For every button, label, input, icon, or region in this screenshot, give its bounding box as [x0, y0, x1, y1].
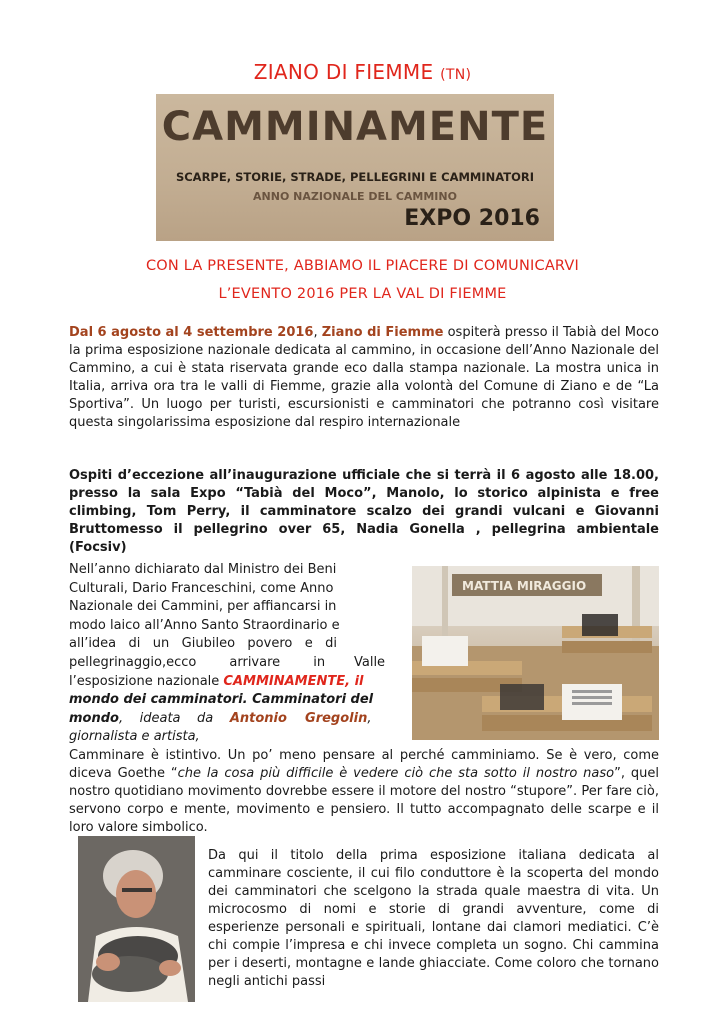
event-dates: Dal 6 agosto al 4 settembre 2016	[69, 325, 314, 340]
svg-text:MATTIA MIRAGGIO: MATTIA MIRAGGIO	[462, 579, 587, 593]
man-with-shoes-photo	[78, 836, 195, 1002]
banner-anno: ANNO NAZIONALE DEL CAMMINO	[253, 190, 457, 203]
exhibition-description-paragraph: Da qui il titolo della prima esposizione italiana dedicata al camminare cosciente, il cui filo conduttore è la scoperta del mondo dei camminatori che scelgono la strada quale maestra di vita. Un microcosmo di nomi e storie di grandi avventure, come di esperienze personali e spirituali, lontane dai clamori mediatici. C’è chi compie l’impresa e chi invece completa un sogno. Chi cammina per i deserti, montagne e lande ghiacciate. Come coloro che tornano negli antichi passi	[208, 848, 659, 989]
heading-line-2: L’EVENTO 2016 PER LA VAL DI FIEMME	[218, 286, 507, 302]
camminamente-paragraph: Nell’anno dichiarato dal Ministro dei Beni Culturali, Dario Franceschini, come Anno Nazionale dei Cammini, per affiancarsi in modo laico all’Anno Santo Straordinario e all’idea di un Giubileo povero e di pellegrinaggio,ecco arrivare in Valle l’esposizione nazionale CAMMINAMENTE, il mondo dei camminatori. Camminatori del mondo, ideata da Antonio Gregolin, giornalista e artista,	[69, 562, 386, 745]
banner-subtitle: SCARPE, STORIE, STRADE, PELLEGRINI E CAMMINATORI	[175, 170, 535, 184]
author-name: Antonio Gregolin	[229, 710, 368, 726]
intro-paragraph: Dal 6 agosto al 4 settembre 2016, Ziano di Fiemme ospiterà presso il Tabià del Moco la prima esposizione nazionale dedicata al cammino, in occasione dell’Anno Nazionale del Cammino, a cui è stata riservata grande eco dalla stampa nazionale. La mostra unica in Italia, arriva ora tra le valli di Fiemme, grazie alla volontà del Comune di Ziano e de “La Sportiva”. Un luogo per turisti, escursionisti e camminatori che potranno così visitare questa singolarissima esposizione dal respiro internazionale	[69, 325, 660, 430]
guests-paragraph: Ospiti d’eccezione all’inaugurazione ufficiale che si terrà il 6 agosto alle 18.00, presso la sala Expo “Tabià del Moco”, Manolo, lo storico alpinista e free climbing, Tom Perry, il camminatore scalzo dei grandi vulcani e Giovanni Bruttomesso il pellegrino over 65, Nadia Gonella , pellegrina ambientale (Focsiv)	[69, 468, 659, 555]
heading-line-1: CON LA PRESENTE, ABBIAMO IL PIACERE DI COMUNICARVI	[145, 258, 580, 274]
event-place: Ziano di Fiemme	[321, 325, 444, 340]
goethe-paragraph: Camminare è istintivo. Un po’ meno pensare al perché camminiamo. Se è vero, come diceva Goethe “che la cosa più difficile è vedere ciò che sta sotto il nostro naso”, quel nostro quotidiano movimento dovrebbe essere il motore del nostro “stupore”. Per fare ciò, servono corpo e mente, movimento e pensiero. Il tutto accompagnato delle scarpe e il loro valore simbolico.	[69, 748, 659, 835]
goethe-quote: che la cosa più difficile è vedere ciò che sta sotto il nostro naso	[177, 766, 615, 781]
banner-expo: EXPO 2016	[404, 206, 540, 231]
title-suffix: (TN)	[440, 67, 472, 83]
page-title	[0, 60, 725, 84]
banner-name: CAMMINAMENTE	[161, 104, 549, 150]
exhibition-photo	[412, 566, 659, 740]
camminamente-banner	[156, 94, 554, 241]
title-main: ZIANO DI FIEMME	[253, 60, 434, 84]
camminamente-name: CAMMINAMENTE	[223, 673, 346, 689]
intro-text: ospiterà presso il Tabià del Moco la prima esposizione nazionale dedicata al cammino, in occasione dell’Anno Nazionale del Cammino, a cui è stata riservata grande eco dalla stampa nazionale. La mostra unica in Italia, arriva ora tra le valli di Fiemme, grazie alla volontà del Comune di Ziano e de “La Sportiva”. Un luogo per turisti, escursionisti e camminatori che potranno così visitare questa singolarissima esposizione dal respiro internazionale	[69, 325, 660, 430]
